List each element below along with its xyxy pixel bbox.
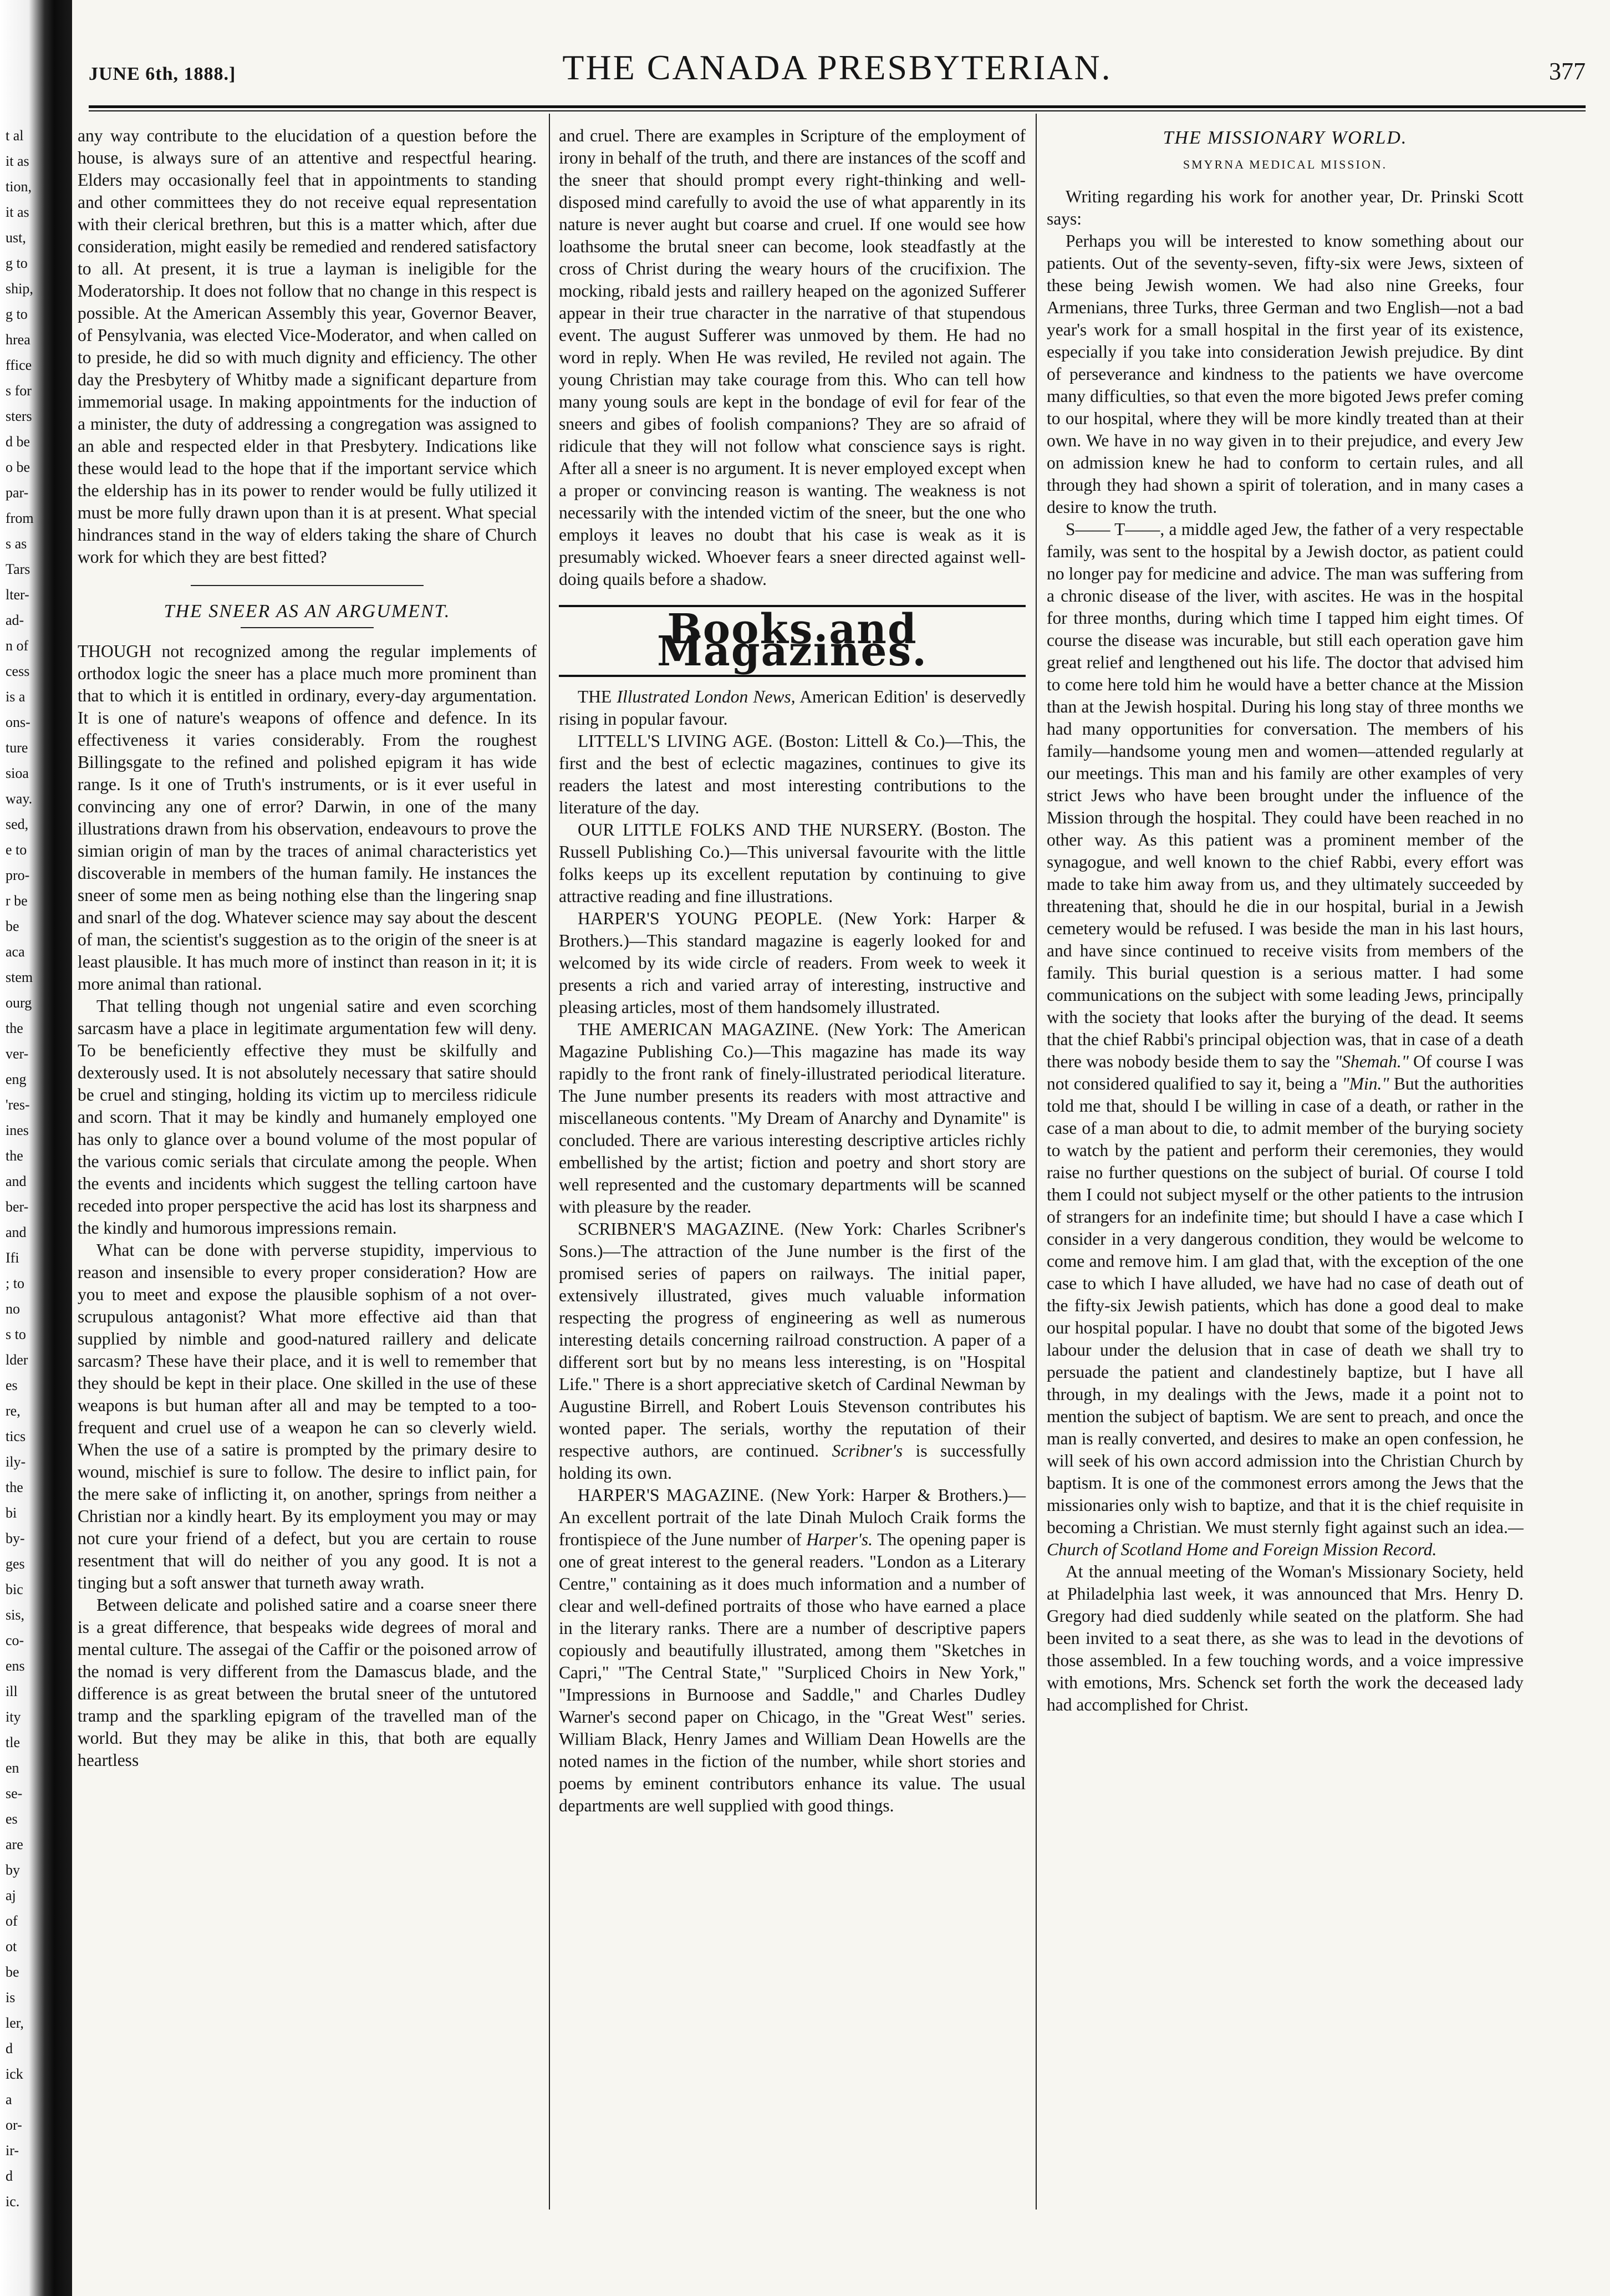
gutter-fragment: ad-: [6, 612, 24, 628]
mission-italic: "Shemah.": [1334, 1052, 1409, 1071]
mission-text: Of course I was not considered qualified to say it, being a: [1047, 1052, 1524, 1093]
mission-italic: "Min.": [1342, 1074, 1389, 1093]
gutter-fragment: a: [6, 2091, 12, 2107]
gutter-fragment: no: [6, 1301, 20, 1317]
issue-date: JUNE 6th, 1888.]: [89, 64, 236, 84]
gutter-fragment: en: [6, 1760, 19, 1776]
gutter-fragment: ges: [6, 1556, 25, 1572]
review-text: The opening paper is one of great interest to the general readers. "London as a Literary Centre," containing as it does much information and a number of clear and well-defined portraits of those who have earned a place in the literary ranks. There are a number of descriptive papers copiously and beautifully illustrated, among them "Sketches in Capri," "The Central State," "Surpliced Choirs in New York," "Impressions in Burnoose and Saddle," and Charles Dudley Warner's second paper on Chicago, in the "Great West" series. William Black, Henry James and William Dean Howells are the noted names in the fiction of the number, while short stories and poems by eminent contributors enhance its value. The usual departments are well supplied with good things.: [559, 1530, 1026, 1815]
mission-paragraph-3: [1047, 518, 1524, 1561]
gutter-fragment: 'res-: [6, 1097, 30, 1113]
gutter-fragment: from: [6, 510, 34, 526]
gutter-fragment: sioa: [6, 765, 29, 781]
sneer-paragraph-4: Between delicate and polished satire and a coarse sneer there is a great difference, that bespeaks wide degrees of moral and mental culture. The assegai of the Caffir or the poisoned arrow of the nomad is very different from the Damascus blade, and the difference is as great between the brutal sneer of the untutored tramp and the sparkling epigram of the travelled man of the world. But they may be alike in this, that both are equally heartless: [78, 1595, 537, 1770]
gutter-fragment: ity: [6, 1709, 21, 1725]
gutter-fragment: o be: [6, 459, 30, 475]
gutter-fragment: n of: [6, 638, 29, 654]
missionary-heading: THE MISSIONARY WORLD.: [1163, 128, 1408, 148]
gutter-fragment: or-: [6, 2117, 22, 2133]
newspaper-title: THE CANADA PRESBYTERIAN.: [562, 48, 1112, 87]
gutter-fragment: ons-: [6, 714, 30, 730]
gutter-fragment: bic: [6, 1581, 23, 1597]
sneer-paragraph-3: What can be done with perverse stupidity, impervious to reason and insensible to every proper consideration? How are you to meet and expose the plausible sophism of a not over-scrupulous antagonist? What more effective aid than that supplied by nimble and good-natured raillery and delicate sarcasm? These have their place, and it is well to remember that they should be kept in their place. One skilled in the use of these weapons is but human after all and may be tempted to a too-frequent and cruel use of a weapon he can so cleverly wield. When the use of a satire is prompted by the primary desire to wound, mischief is sure to follow. The desire to inflict pain, for the mere sake of inflicting it, on another, springs from neither a Christian nor a kindly heart. By its employment you may or may not cure your friend of a defect, but you are certain to rouse resentment that will do neither of you any good. It is not a tinging but a soft answer that turneth away wrath.: [78, 1240, 537, 1592]
gutter-fragment: it as: [6, 204, 29, 220]
column-right: [1047, 125, 1524, 1716]
gutter-fragment: g to: [6, 255, 28, 271]
gutter-fragment: ill: [6, 1683, 18, 1699]
gutter-fragment: sed,: [6, 816, 29, 832]
review-italic: Scribner's: [832, 1441, 903, 1460]
gutter-fragment: cess: [6, 663, 30, 679]
books-magazines-heading: Books and Magazines.: [559, 605, 1026, 677]
gutter-fragment: Tars: [6, 561, 30, 577]
gutter-fragment: sters: [6, 408, 32, 424]
gutter-fragment: ler,: [6, 2015, 24, 2031]
gutter-fragment: are: [6, 1836, 23, 1852]
mission-subheading: SMYRNA MEDICAL MISSION.: [1183, 157, 1388, 171]
gutter-fragment: is: [6, 1989, 16, 2005]
sneer-paragraph-2: That telling though not ungenial satire and even scorching sarcasm have a place in legitimate argumentation few will deny. To be beneficiently effective they must be skilfully and dexterously used. It is not absolutely necessary that satire should be cruel and stinging, holding its victim up to merciless ridicule and scorn. That it may be kindly and humanely employed one has only to glance over a bound volume of the most popular of the various comic serials that circulate among the people. When the events and incidents which suggest the telling cartoon have receded into proper perspective the acid has lost its sharpness and the kindly and humorous impressions remain.: [78, 996, 537, 1238]
gutter-fragment: es: [6, 1811, 18, 1827]
gutter-fragment: aca: [6, 944, 25, 960]
gutter-fragment: g to: [6, 306, 28, 322]
gutter-fragment: ust,: [6, 230, 26, 246]
sneer-continuation: and cruel. There are examples in Scripture of the employment of irony in behalf of the truth, and there are instances of the scoff and the sneer that should prompt every right-thinking and well-disposed mind carefully to avoid the use of what apparently in its nature is never aught but coarse and cruel. If one would see how loathsome the brutal sneer can become, look steadfastly at the cross of Christ during the weary hours of the crucifixion. The mocking, ribald jests and raillery heaped on the agonized Sufferer appear in their true character in the narrative of that stupendous event. The august Sufferer was unmoved by them. He had no word in reply. When He was reviled, He reviled not again. The young Christian may take courage from this. Who can tell how many young souls are kept in the bondage of evil for fear of the sneers and gibes of foolish companions? They are so afraid of ridicule that they will not follow what conscience says is right. After all a sneer is no argument. It is never employed except when a proper or convincing reason is wanting. The weakness is not necessarily with the intended victim of the sneer, but the one who employs it leaves no doubt that his case is weak as it is presumably wicked. Whoever fears a sneer directed against well-doing quails before a shadow.: [559, 126, 1026, 589]
gutter-fragment: hrea: [6, 332, 30, 348]
gutter-fragment: way.: [6, 791, 33, 807]
review-title: HARPER'S YOUNG PEOPLE.: [578, 909, 823, 928]
gutter-fragment: tion,: [6, 179, 32, 195]
review-harpers-magazine: [559, 1484, 1026, 1817]
gutter-fragment: be: [6, 1964, 19, 1980]
gutter-fragment: ick: [6, 2066, 23, 2082]
review-text: (New York: The American Magazine Publishing Co.)—This magazine has made its way rapidly to the front rank of finely-illustrated periodical literature. The June number presents its readers with most attractive and miscellaneous contents. "My Dream of Anarchy and Dynamite" is concluded. There are various interesting descriptive articles richly embellished by the artist; fiction and poetry and short story are well represented and the customary departments will be scanned with pleasure by the reader.: [559, 1020, 1026, 1216]
gutter-fragment: ourg: [6, 995, 32, 1011]
review-harpers-young-people: [559, 908, 1026, 1019]
review-text: is successfully holding its own.: [559, 1441, 1026, 1483]
drop-word: THOUGH: [78, 642, 151, 661]
elders-paragraph: any way contribute to the elucidation of a question before the house, is always sure of an attentive and respectful hearing. Elders may occasionally feel that in appointments to standing and other committees they do not receive equal representation with their clerical brethren, but this is a matter which, after due consideration, might easily be remedied and rendered satisfactory to all. At present, it is true a layman is ineligible for the Moderatorship. It does not follow that no change in this respect is possible. At the American Assembly this year, Governor Beaver, of Pensylvania, was elected Vice-Moderator, and when called on to preside, he did so with much dignity and efficiency. The other day the Presbytery of Whitby made a significant departure from immemorial usage. In making appointments for the induction of a minister, the duty of addressing a congregation was assigned to an able and respected elder in that Presbytery. Indications like these would lead to the hope that if the important service which the eldership has in its power to render would be fully utilized it must be more fully drawn upon than it is at present. What special hindrances stand in the way of elders taking the share of Church work for which they are best fitted?: [78, 126, 537, 567]
review-italic: Harper's.: [806, 1530, 873, 1549]
gutter-fragment: re,: [6, 1403, 21, 1419]
gutter-fragment: bi: [6, 1505, 17, 1521]
section-rule: [241, 627, 374, 628]
gutter-fragment: by-: [6, 1530, 25, 1546]
gutter-fragment: Ifi: [6, 1250, 19, 1266]
gutter-fragment: of: [6, 1913, 18, 1929]
mission-source: —Church of Scotland Home and Foreign Mission Record.: [1047, 1518, 1524, 1559]
review-title: THE AMERICAN MAGAZINE.: [578, 1020, 819, 1039]
gutter-fragment: be: [6, 918, 19, 934]
gutter-fragment: d: [6, 2168, 13, 2184]
review-text: (New York: Harper & Brothers.)—This standard magazine is eagerly looked for and welcomed by its wide circle of readers. From week to week it presents a rich and varied array of interesting, instructive and pleasing articles, most of them handsomely illustrated.: [559, 909, 1026, 1017]
review-title: HARPER'S MAGAZINE.: [578, 1485, 764, 1505]
gutter-fragment: se-: [6, 1785, 23, 1801]
sneer-paragraph-1: [78, 640, 537, 995]
gutter-fragment: and: [6, 1173, 27, 1189]
gutter-fragment: e to: [6, 842, 27, 858]
gutter-fragment: ver-: [6, 1046, 29, 1062]
masthead-rule: [89, 105, 1586, 111]
sneer-text-1: not recognized among the regular implements of orthodox logic the sneer has a place much more prominent than that to which it is entitled in ordinary, every-day argumentation. It is one of nature's weapons of offence and defence. In its effectiveness it varies considerably. From the roughest Billingsgate to the refined and polished epigram it has wide range. Is it one of Truth's instruments, or is it ever useful in convincing any one of error? Darwin, in one of the many illustrations drawn from his observation, endeavours to prove the simian origin of man by the traces of animal characteristics yet discoverable in members of the human family. He instances the sneer of some men as being nothing else than the lingering snap and snarl of the dog. Whatever science may say about the descent of man, the scientist's suggestion as to the origin of the sneer is at least plausible. It has much more of instinct than reason in it; it is more animal than rational.: [78, 642, 537, 994]
gutter-fragment: the: [6, 1479, 23, 1495]
gutter-fragment: lter-: [6, 587, 29, 603]
mission-text: S—— T——, a middle aged Jew, the father of a very respectable family, was sent to the hospital by a Jewish doctor, as patient could no longer pay for medicine and advice. The man was suffering from a chronic disease of the liver, with ascites. He was in the hospital for three months, during which time I tapped him eight times. Of course the disease was incurable, but still each operation gave him great relief and lengthened out his life. The doctor that advised him to come here told him he would have a better chance at the Mission than at the Jewish hospital. During his long stay of three months we had many opportunities for conversation. The members of his family—handsome young men and women—attended regularly at our meetings. This man and his family are other examples of very strict Jews who have been brought under the influence of the Mission through the hospital. They could have been reached in no other way. As this patient was a prominent member of the synagogue, and well known to the chief Rabbi, every effort was made to take him away from us, and they ultimately succeeded by threatening that, should he die in our hospital, burial in a Jewish cemetery would be refused. I was beside the man in his last hours, and have since continued to receive visits from members of the family. This burial question is a serious matter. I had some communications on the subject with some leading Jews, principally with the society that looks after the burying of the dead. It seems that the chief Rabbi's principal objection was, that in case of a death there was nobody beside them to say the: [1047, 520, 1524, 1071]
gutter-fragment: aj: [6, 1887, 16, 1903]
gutter-fragment: is a: [6, 689, 26, 705]
gutter-fragment: eng: [6, 1071, 27, 1087]
gutter-fragment: ot: [6, 1938, 17, 1954]
gutter-fragment: sis,: [6, 1607, 24, 1623]
review-text: (New York: Harper & Brothers.)—An excellent portrait of the late Dinah Muloch Craik forms the frontispiece of the June number of: [559, 1485, 1026, 1549]
review-title: SCRIBNER'S MAGAZINE.: [578, 1219, 784, 1239]
sneer-heading: THE SNEER AS AN ARGUMENT.: [164, 601, 451, 622]
review-ilnews: [559, 686, 1026, 730]
review-text: (Boston: Littell & Co.)—This, the first and the best of eclectic magazines, continues to give its readers the latest and most interesting contributions to the literature of the day.: [559, 731, 1026, 817]
gutter-fragment: tle: [6, 1734, 20, 1750]
gutter-fragment: by: [6, 1862, 20, 1878]
review-title: LITTELL'S LIVING AGE.: [578, 731, 773, 751]
gutter-fragment: ture: [6, 740, 28, 756]
column-middle: [559, 125, 1026, 1817]
gutter-fragment: ffice: [6, 357, 32, 373]
gutter-fragment: the: [6, 1148, 23, 1164]
gutter-fragment: r be: [6, 893, 28, 909]
column-divider-2: [1036, 114, 1037, 2210]
gutter-fragment: ily-: [6, 1454, 26, 1470]
review-title: OUR LITTLE FOLKS AND THE NURSERY.: [578, 820, 923, 839]
gutter-fragment: ic.: [6, 2193, 20, 2210]
gutter-fragment: d be: [6, 434, 30, 450]
page-number: 377: [1549, 58, 1586, 85]
mission-paragraph-4: At the annual meeting of the Woman's Missionary Society, held at Philadelphia last week, it was announced that Mrs. Henry D. Gregory had died suddenly while seated on the platform. She had been invited to a seat there, as she was to lead in the devotions of those assembled. In a few touching words, and a voice impressive with emotions, Mrs. Schenck set forth the work the deceased lady had accomplished for Christ.: [1047, 1562, 1524, 1714]
gutter-fragment: stem: [6, 969, 33, 985]
review-title: Illustrated London News,: [617, 687, 796, 706]
masthead: [89, 47, 1586, 97]
gutter-fragment: ines: [6, 1122, 29, 1138]
column-left: [78, 125, 537, 1771]
gutter-fragment: es: [6, 1377, 18, 1393]
review-little-folks: [559, 819, 1026, 908]
review-american-magazine: [559, 1019, 1026, 1218]
review-text: American Edition' is deservedly rising in popular favour.: [559, 687, 1026, 729]
mission-paragraph-2: Perhaps you will be interested to know something about our patients. Out of the seventy-seven, fifty-six were Jews, sixteen of these being Jewish women. We had also nine Greeks, four Armenians, three Turks, three German and two English—not a bad year's work for a small hospital in the first year of its existence, especially if you take into consideration Jewish prejudice. By dint of perseverance and kindness to the patients we have overcome many difficulties, so that even the more bigoted Jews prefer coming to our hospital, where they will be more kindly treated than at their own. We have in no way given in to their prejudice, and every Jew on admission knew he had to conform to certain rules, and all through they had shown a spirit of toleration, and in many cases a desire to know the truth.: [1047, 231, 1524, 517]
gutter-fragment: s as: [6, 536, 27, 552]
gutter-fragment: pro-: [6, 867, 30, 883]
gutter-fragment: d: [6, 2040, 13, 2056]
gutter-fragment: s to: [6, 1326, 26, 1342]
mission-paragraph-1: Writing regarding his work for another year, Dr. Prinski Scott says:: [1047, 187, 1524, 228]
gutter-fragment: ir-: [6, 2142, 19, 2158]
gutter-fragment: t al: [6, 128, 24, 144]
section-rule: [191, 585, 424, 586]
gutter-fragment: lder: [6, 1352, 28, 1368]
review-littell: [559, 730, 1026, 819]
gutter-fragment: co-: [6, 1632, 24, 1648]
mission-text: But the authorities told me that, should I be willing in case of a death, or rather in the case of a man about to die, to admit member of the burying society to watch by the patient and perform their ceremonies, they would raise no further questions on the subject of burial. Of course I told them I could not subject myself or the other patients to the intrusion of strangers for an indefinite time; but should I have a case which I consider in a very dangerous condition, they would be welcome to come and remove him. I am glad that, with the exception of the one case to which I have alluded, we have had no case of death out of the fifty-six Jewish patients, which has done a good deal to make our hospital popular. I have no doubt that some of the bigoted Jews labour under the delusion that in case of death we shall try to persuade the patient and clandestinely baptize, but I have all through, in my dealings with the Jews, made it a point not to mention the subject of baptism. We are sent to preach, and once the man is really converted, and desires to make an open confession, he will seek of his own accord admission into the Christian Church by baptism. It is one of the commonest errors among the Jews that the missionaries only wish to baptize, and that it is the chief requisite in becoming a Christian. We must sternly fight against such an idea.: [1047, 1074, 1524, 1537]
gutter-fragment: ber-: [6, 1199, 29, 1215]
review-lead: THE: [578, 687, 612, 706]
gutter-fragment: the: [6, 1020, 23, 1036]
gutter-fragment: ens: [6, 1658, 25, 1674]
review-text: (New York: Charles Scribner's Sons.)—The attraction of the June number is the first of the promised series of papers on railways. The initial paper, extensively illustrated, gives much valuable information respecting the progress of engineering as well as numerous interesting details concerning railroad construction. A paper of a different sort but by no means less interesting, is on "Hospital Life." There is a short appreciative sketch of Cardinal Newman by Augustine Birrell, and Robert Louis Stevenson contributes his wonted paper. The serials, worthy the reputation of their respective authors, are continued.: [559, 1219, 1026, 1460]
gutter-fragment: ship,: [6, 281, 33, 297]
gutter-fragment: s for: [6, 383, 32, 399]
gutter-fragment: it as: [6, 153, 29, 169]
gutter-fragment: par-: [6, 485, 29, 501]
review-scribners: [559, 1218, 1026, 1484]
gutter-fragment: and: [6, 1224, 27, 1240]
gutter-fragment: tics: [6, 1428, 26, 1444]
review-text: (Boston. The Russell Publishing Co.)—This universal favourite with the little folks keeps up its excellent reputation by continuing to give attractive reading and fine illustrations.: [559, 820, 1026, 906]
gutter-fragment: ; to: [6, 1275, 24, 1291]
column-divider-1: [549, 114, 550, 2210]
